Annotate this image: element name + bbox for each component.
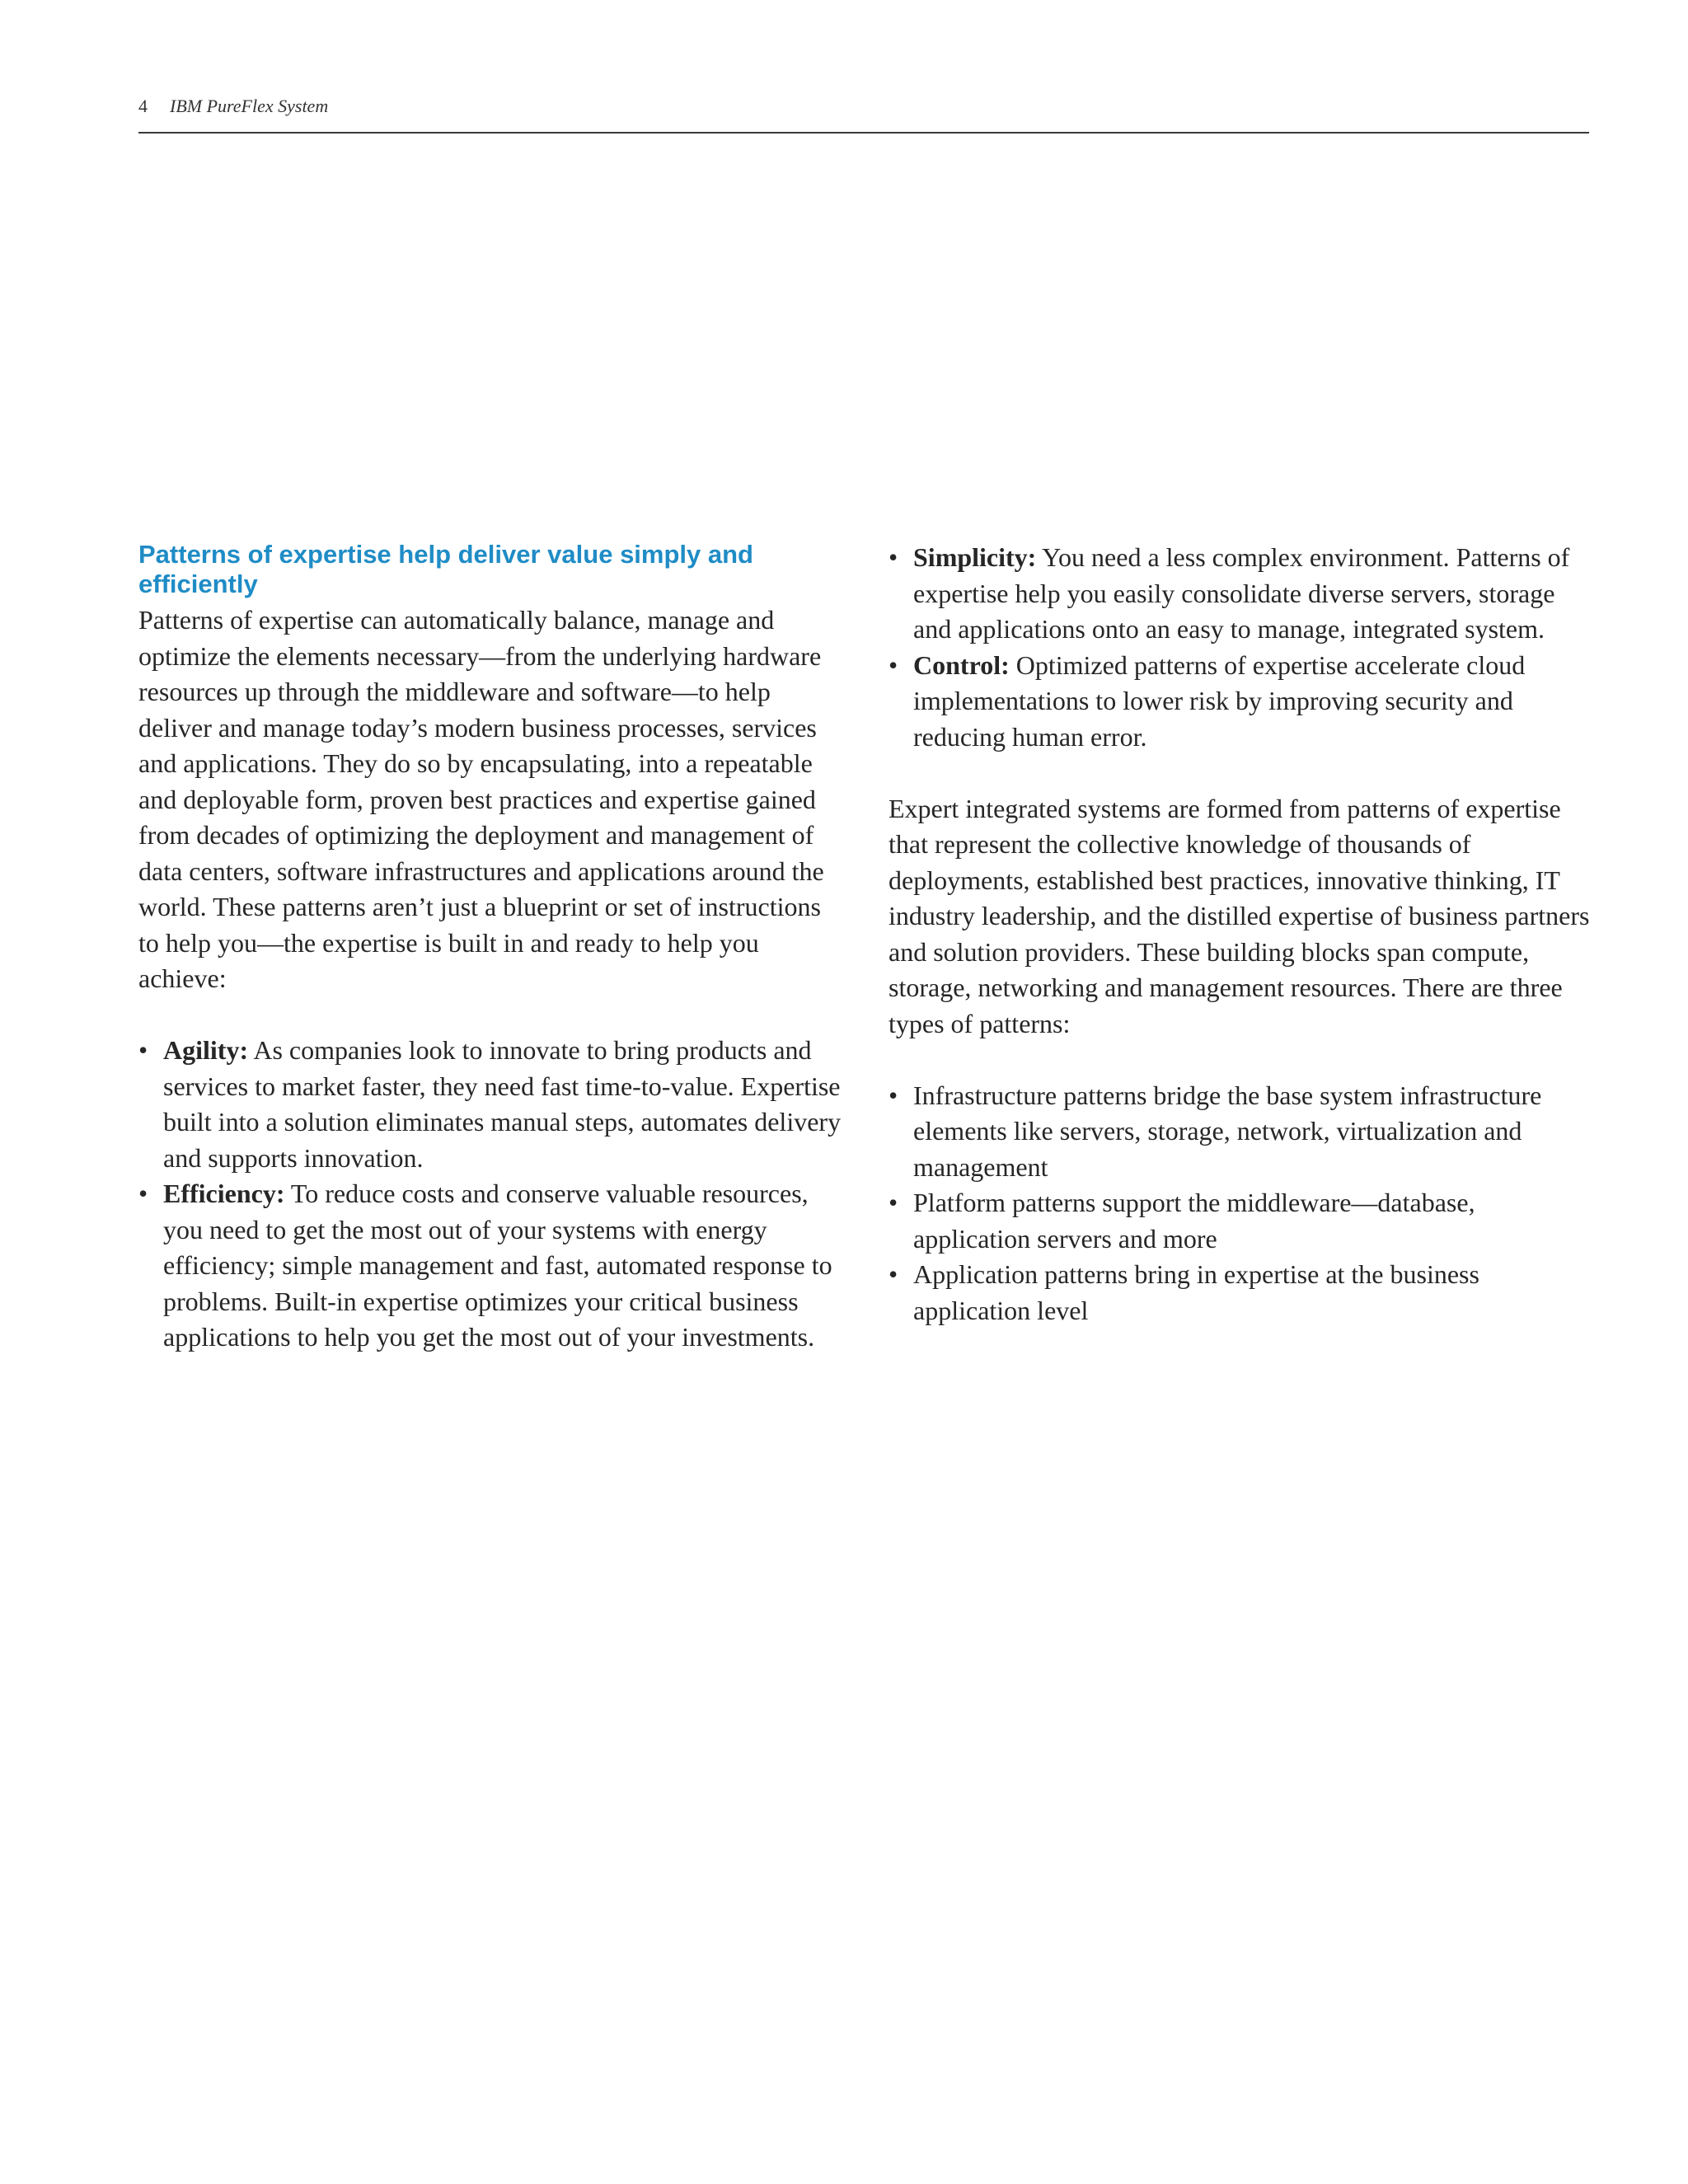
bullet-glyph: • bbox=[889, 1080, 898, 1110]
term-description: As companies look to innovate to bring products and services to market faster, they need fast time-to-value. Expertise built into a solution eliminates manual steps, automates delivery and supports innovation. bbox=[163, 1035, 842, 1173]
pattern-types-list bbox=[889, 1078, 1597, 1329]
list-item-simplicity bbox=[889, 540, 1597, 648]
paragraph-spacer bbox=[889, 755, 1597, 791]
benefits-list-right bbox=[889, 540, 1597, 755]
section-heading: Patterns of expertise help deliver value simply and efficiently bbox=[138, 540, 753, 598]
bullet-glyph: • bbox=[889, 649, 898, 680]
page-number: 4 bbox=[138, 96, 148, 116]
pattern-description: Platform patterns support the middleware—database, application servers and more bbox=[913, 1188, 1475, 1254]
pattern-description: Application patterns bring in expertise at the business application level bbox=[913, 1259, 1479, 1325]
right-column bbox=[889, 540, 1597, 1329]
document-title: IBM PureFlex System bbox=[170, 96, 329, 116]
term-label: Efficiency: bbox=[163, 1179, 285, 1208]
pattern-description: Infrastructure patterns bridge the base system infrastructure elements like servers, storage, network, virtualization and management bbox=[913, 1080, 1542, 1182]
term-label: Control: bbox=[913, 649, 1010, 680]
paragraph-spacer bbox=[138, 997, 847, 1033]
bullet-glyph: • bbox=[138, 1179, 148, 1208]
list-item-agility bbox=[138, 1033, 847, 1176]
bullet-glyph: • bbox=[138, 1035, 148, 1065]
benefits-list-left bbox=[138, 1033, 847, 1356]
term-label: Simplicity: bbox=[913, 542, 1037, 572]
bullet-glyph: • bbox=[889, 1188, 898, 1217]
list-item-infrastructure-patterns bbox=[889, 1078, 1597, 1186]
list-item-application-patterns bbox=[889, 1257, 1597, 1329]
bullet-glyph: • bbox=[889, 542, 898, 572]
paragraph-spacer bbox=[889, 1042, 1597, 1078]
running-header bbox=[138, 92, 1589, 134]
term-label: Agility: bbox=[163, 1035, 249, 1065]
left-column bbox=[138, 540, 847, 1356]
term-description: You need a less complex environment. Patterns of expertise help you easily consolidate diverse servers, storage and applications onto an easy to manage, integrated system. bbox=[913, 542, 1570, 644]
intro-paragraph: Patterns of expertise can automatically balance, manage and optimize the elements necessary—from the underlying hardware resources up through the middleware and software—to help deliver and manage today’s modern business processes, services and applications. They do so by encapsulating, into a repeatable and deployable form, proven best practices and expertise gained from decades of optimizing the deployment and management of data centers, software infrastructures and applications around the world. These patterns aren’t just a blueprint or set of instructions to help you—the expertise is built in and ready to help you achieve: bbox=[138, 605, 824, 993]
list-item-efficiency bbox=[138, 1176, 847, 1356]
list-item-control bbox=[889, 648, 1597, 756]
term-description: To reduce costs and conserve valuable resources, you need to get the most out of your systems with energy efficiency; simple management and fast, automated response to problems. Built-in expertise optimizes your critical business applications to help you get the most out of your investments. bbox=[163, 1179, 832, 1352]
term-description: Optimized patterns of expertise accelerate cloud implementations to lower risk by improving security and reducing human error. bbox=[913, 649, 1526, 752]
list-item-platform-patterns bbox=[889, 1185, 1597, 1257]
expert-systems-paragraph: Expert integrated systems are formed from patterns of expertise that represent the collective knowledge of thousands of deployments, established best practices, innovative thinking, IT industry leadership, and the distilled expertise of business partners and solution providers. These building blocks span compute, storage, networking and management resources. There are three types of patterns: bbox=[889, 793, 1590, 1038]
bullet-glyph: • bbox=[889, 1259, 898, 1289]
